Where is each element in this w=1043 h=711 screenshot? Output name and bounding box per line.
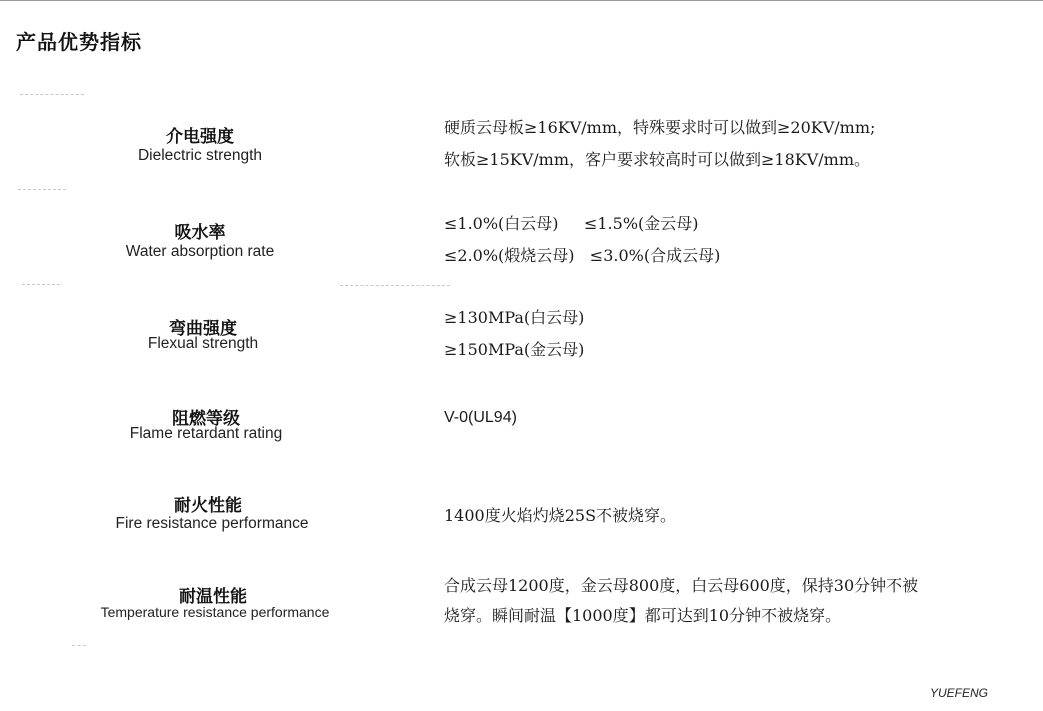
spec-label-en: Water absorption rate [125,243,275,260]
spec-label-cn: 耐火性能 [174,496,242,516]
separator [72,645,86,646]
spec-label-cn: 弯曲强度 [169,319,237,339]
spec-label-cn: 耐温性能 [179,587,247,607]
spec-value-line: 1400度火焰灼烧25S不被烧穿。 [444,506,677,525]
spec-label-en: Temperature resistance performance [100,604,330,620]
separator [22,284,60,285]
brand-mark: YUEFENG [929,686,988,700]
spec-value-line: 合成云母1200度，金云母800度，白云母600度，保持30分钟不被 [444,576,919,595]
separator [18,189,66,190]
spec-label-en: Flexual strength [147,335,259,352]
spec-label-cn: 吸水率 [174,223,226,243]
spec-value-line: ≤1.0%(白云母) ≤1.5%(金云母) [444,214,699,233]
separator [340,285,450,286]
spec-value-line: V-0(UL94) [444,409,517,426]
separator [20,94,84,95]
spec-value-line: ≥130MPa(白云母) [444,308,585,327]
spec-value-line: 烧穿。瞬间耐温【1000度】都可达到10分钟不被烧穿。 [444,606,842,625]
spec-label-en: Dielectric strength [137,147,263,164]
spec-value-line: ≤2.0%(煅烧云母) ≤3.0%(合成云母) [444,246,721,265]
top-border [0,0,1043,1]
spec-label-cn: 介电强度 [166,127,234,147]
spec-label-en: Fire resistance performance [115,515,309,532]
spec-value-line: 软板≥15KV/mm，客户要求较高时可以做到≥18KV/mm。 [444,150,871,169]
spec-label-cn: 阻燃等级 [172,409,240,429]
page-title: 产品优势指标 [16,30,142,54]
spec-value-line: ≥150MPa(金云母) [444,340,585,359]
spec-label-en: Flame retardant rating [129,425,283,442]
spec-value-line: 硬质云母板≥16KV/mm，特殊要求时可以做到≥20KV/mm; [444,118,876,137]
